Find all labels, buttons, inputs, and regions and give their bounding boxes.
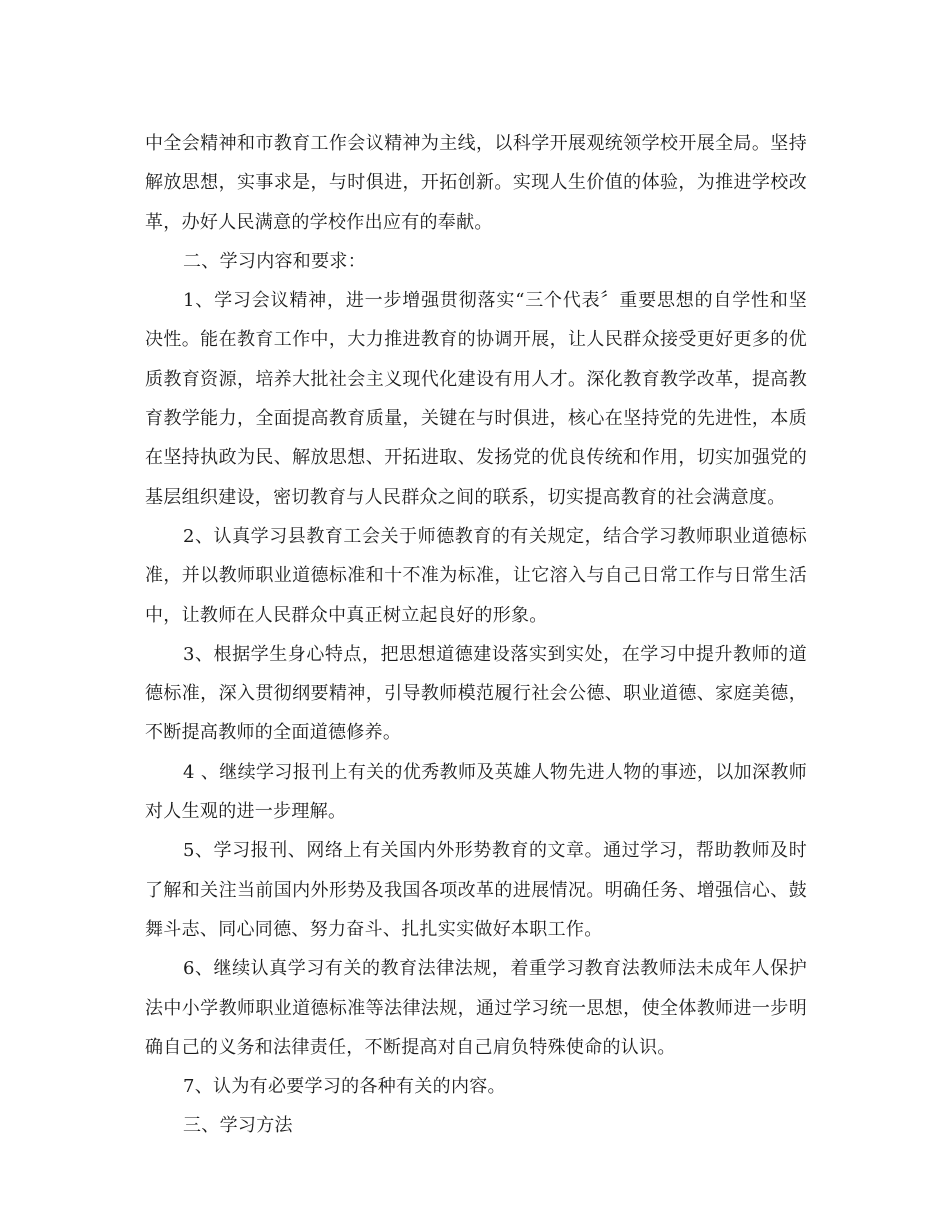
section-heading-study-content: 二、学习内容和要求： (183, 250, 366, 272)
paragraph-item-2: 2、认真学习县教育工会关于师德教育的有关规定，结合学习教师职业道德标准，并以教师职业道德标准和十不准为标准，让它溶入与自己日常工作与日常生活中，让教师在人民群众中真正树立起良好的形象。 (145, 525, 807, 626)
paragraph-intro-continued: 中全会精神和市教育工作会议精神为主线，以科学开展观统领学校开展全局。坚持解放思想，实事求是，与时俱进，开拓创新。实现人生价值的体验，为推进学校改革，办好人民满意的学校作出应有的奉献。 (145, 133, 807, 233)
document-body (145, 124, 807, 1146)
section-heading-study-method: 三、学习方法 (183, 1115, 293, 1137)
paragraph-item-6: 6、继续认真学习有关的教育法律法规，着重学习教育法教师法未成年人保护法中小学教师职业道德标准等法律法规，通过学习统一思想，使全体教师进一步明确自己的义务和法律责任，不断提高对自己肩负特殊使命的认识。 (145, 958, 807, 1058)
paragraph-item-3: 3、根据学生身心特点，把思想道德建设落实到实处，在学习中提升教师的道德标准，深入贯彻纲要精神，引导教师模范履行社会公德、职业道德、家庭美德，不断提高教师的全面道德修养。 (145, 643, 807, 744)
paragraph-item-1: 1、学习会议精神，进一步增强贯彻落实“三个代表〞重要思想的自学性和坚决性。能在教育工作中，大力推进教育的协调开展，让人民群众接受更好更多的优质教育资源，培养大批社会主义现代化建设有用人才。深化教育教学改革，提高教育教学能力，全面提高教育质量，关键在与时俱进，核心在坚持党的先进性，本质在坚持执政为民、解放思想、开拓进取、发扬党的优良传统和作用，切实加强党的基层组织建设，密切教育与人民群众之间的联系，切实提高教育的社会满意度。 (145, 290, 807, 508)
paragraph-item-5: 5、学习报刊、网络上有关国内外形势教育的文章。通过学习，帮助教师及时了解和关注当前国内外形势及我国各项改革的进展情况。明确任务、增强信心、鼓舞斗志、同心同德、努力奋斗、扎扎实实做好本职工作。 (145, 840, 807, 940)
paragraph-item-7: 7、认为有必要学习的各种有关的内容。 (183, 1076, 506, 1098)
paragraph-item-4: 4 、继续学习报刊上有关的优秀教师及英雄人物先进人物的事迹，以加深教师对人生观的进一步理解。 (145, 761, 807, 823)
